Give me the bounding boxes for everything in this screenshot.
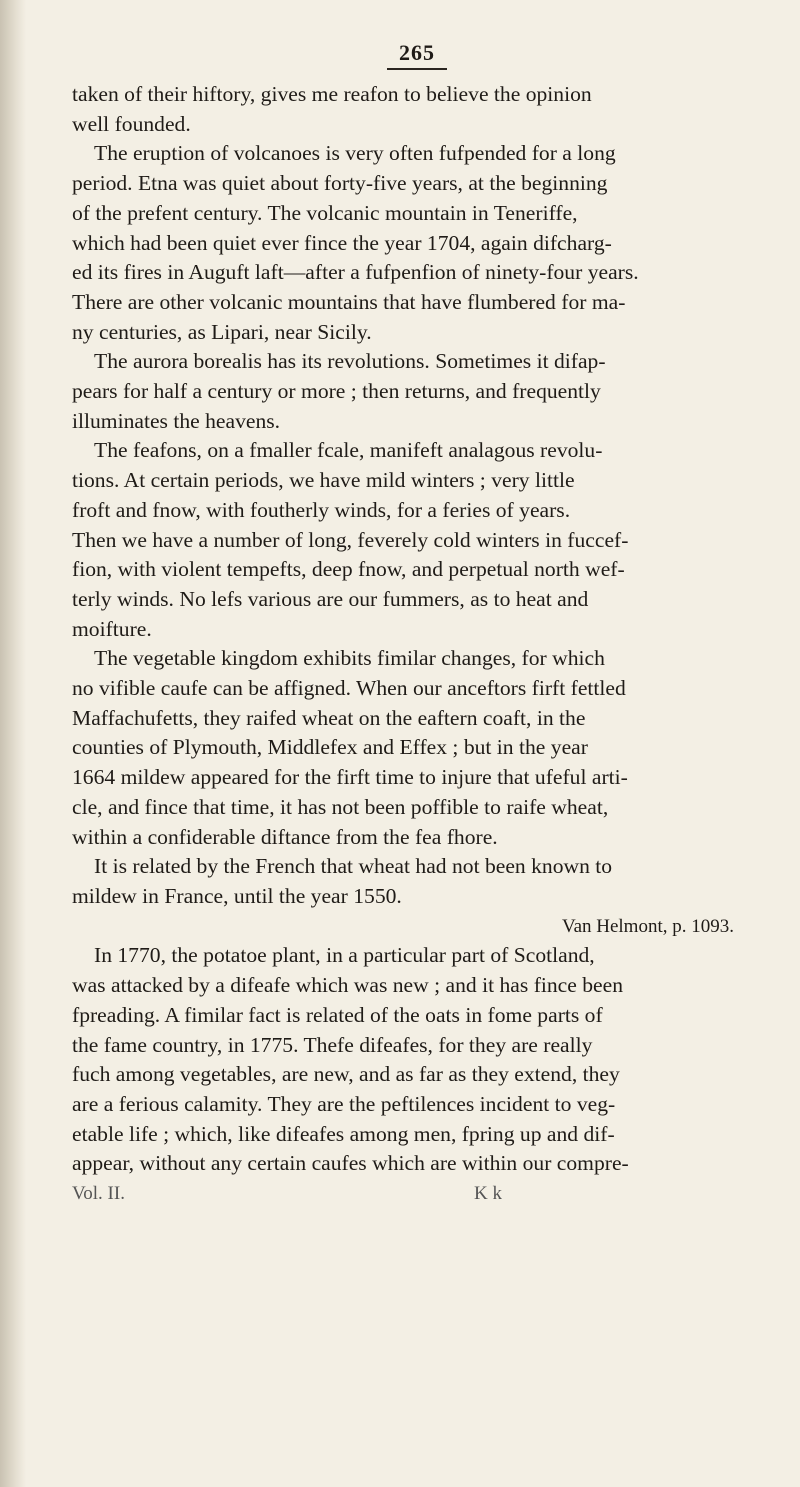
page-body: [72, 80, 762, 1209]
continued-paragraph: [72, 80, 762, 139]
text-line: The vegetable kingdom exhibits fimilar changes, for which: [94, 646, 605, 671]
text-line: The eruption of volcanoes is very often fufpended for a long: [94, 141, 616, 166]
text-line: tions. At certain periods, we have mild winters ; very little: [72, 468, 575, 493]
text-line: of the prefent century. The volcanic mountain in Teneriffe,: [72, 200, 578, 225]
text-line: 1664 mildew appeared for the firft time to injure that ufeful arti-: [72, 765, 628, 790]
text-line: was attacked by a difeafe which was new ; and it has fince been: [72, 973, 624, 998]
text-line: moifture.: [72, 616, 152, 641]
signature-mark: K k: [474, 1183, 502, 1205]
citation: Van Helmont, p. 1093.: [561, 915, 734, 937]
text-line: within a confiderable diftance from the fea fhore.: [72, 824, 498, 849]
text-line: well founded.: [72, 111, 191, 136]
text-line: which had been quiet ever fince the year 1704, again difcharg-: [72, 230, 612, 255]
text-line: taken of their hiftory, gives me reafon to believe the opinion: [72, 82, 592, 106]
text-line: counties of Plymouth, Middlefex and Effex ; but in the year: [72, 735, 588, 760]
text-line: There are other volcanic mountains that have flumbered for ma-: [72, 289, 626, 314]
paragraph-vegetable-kingdom: [72, 644, 762, 852]
binding-shadow: [0, 0, 26, 1487]
text-line: ed its fires in Auguft laft—after a fufpenfion of ninety-four years.: [72, 260, 639, 285]
text-line: pears for half a century or more ; then returns, and frequently: [72, 379, 601, 404]
text-line: are a ferious calamity. They are the peftilences incident to veg-: [72, 1091, 616, 1116]
text-line: fion, with violent tempefts, deep fnow, and perpetual north wef-: [72, 557, 625, 582]
text-line: Maffachufetts, they raifed wheat on the eaftern coaft, in the: [72, 705, 586, 730]
text-line: cle, and fince that time, it has not been poffible to raife wheat,: [72, 794, 609, 819]
paragraph-seasons: [72, 436, 762, 644]
volume-label: Vol. II.: [72, 1183, 125, 1205]
text-line: mildew in France, until the year 1550.: [72, 883, 402, 908]
page-number-rule: [387, 68, 447, 70]
page-number: 265: [399, 40, 435, 65]
text-line: In 1770, the potatoe plant, in a particular part of Scotland,: [94, 943, 595, 968]
text-line: fpreading. A fimilar fact is related of the oats in fome parts of: [72, 1002, 603, 1027]
text-line: the fame country, in 1775. Thefe difeafes, for they are really: [72, 1032, 593, 1057]
book-page: [72, 40, 762, 1209]
text-line: froft and fnow, with foutherly winds, for a feries of years.: [72, 497, 571, 522]
text-line: terly winds. No lefs various are our fummers, as to heat and: [72, 586, 589, 611]
text-line: etable life ; which, like difeafes among men, fpring up and dif-: [72, 1121, 615, 1146]
paragraph-volcanoes: [72, 139, 762, 347]
paragraph-potatoe: [72, 941, 762, 1179]
text-line: appear, without any certain caufes which are within our compre-: [72, 1151, 629, 1176]
text-line: period. Etna was quiet about forty-five years, at the beginning: [72, 171, 608, 196]
paragraph-french-wheat: [72, 852, 762, 911]
text-line: no vifible caufe can be affigned. When our anceftors firft fettled: [72, 676, 626, 701]
page-footer: [72, 1179, 502, 1209]
text-line: The feafons, on a fmaller fcale, manifeft analagous revolu-: [94, 438, 603, 463]
text-line: It is related by the French that wheat had not been known to: [94, 854, 613, 879]
text-line: ny centuries, as Lipari, near Sicily.: [72, 319, 372, 344]
paragraph-aurora: [72, 347, 762, 436]
text-line: fuch among vegetables, are new, and as far as they extend, they: [72, 1062, 620, 1087]
text-line: The aurora borealis has its revolutions. Sometimes it difap-: [94, 349, 606, 374]
text-line: Then we have a number of long, feverely cold winters in fuccef-: [72, 527, 629, 552]
text-line: illuminates the heavens.: [72, 408, 281, 433]
